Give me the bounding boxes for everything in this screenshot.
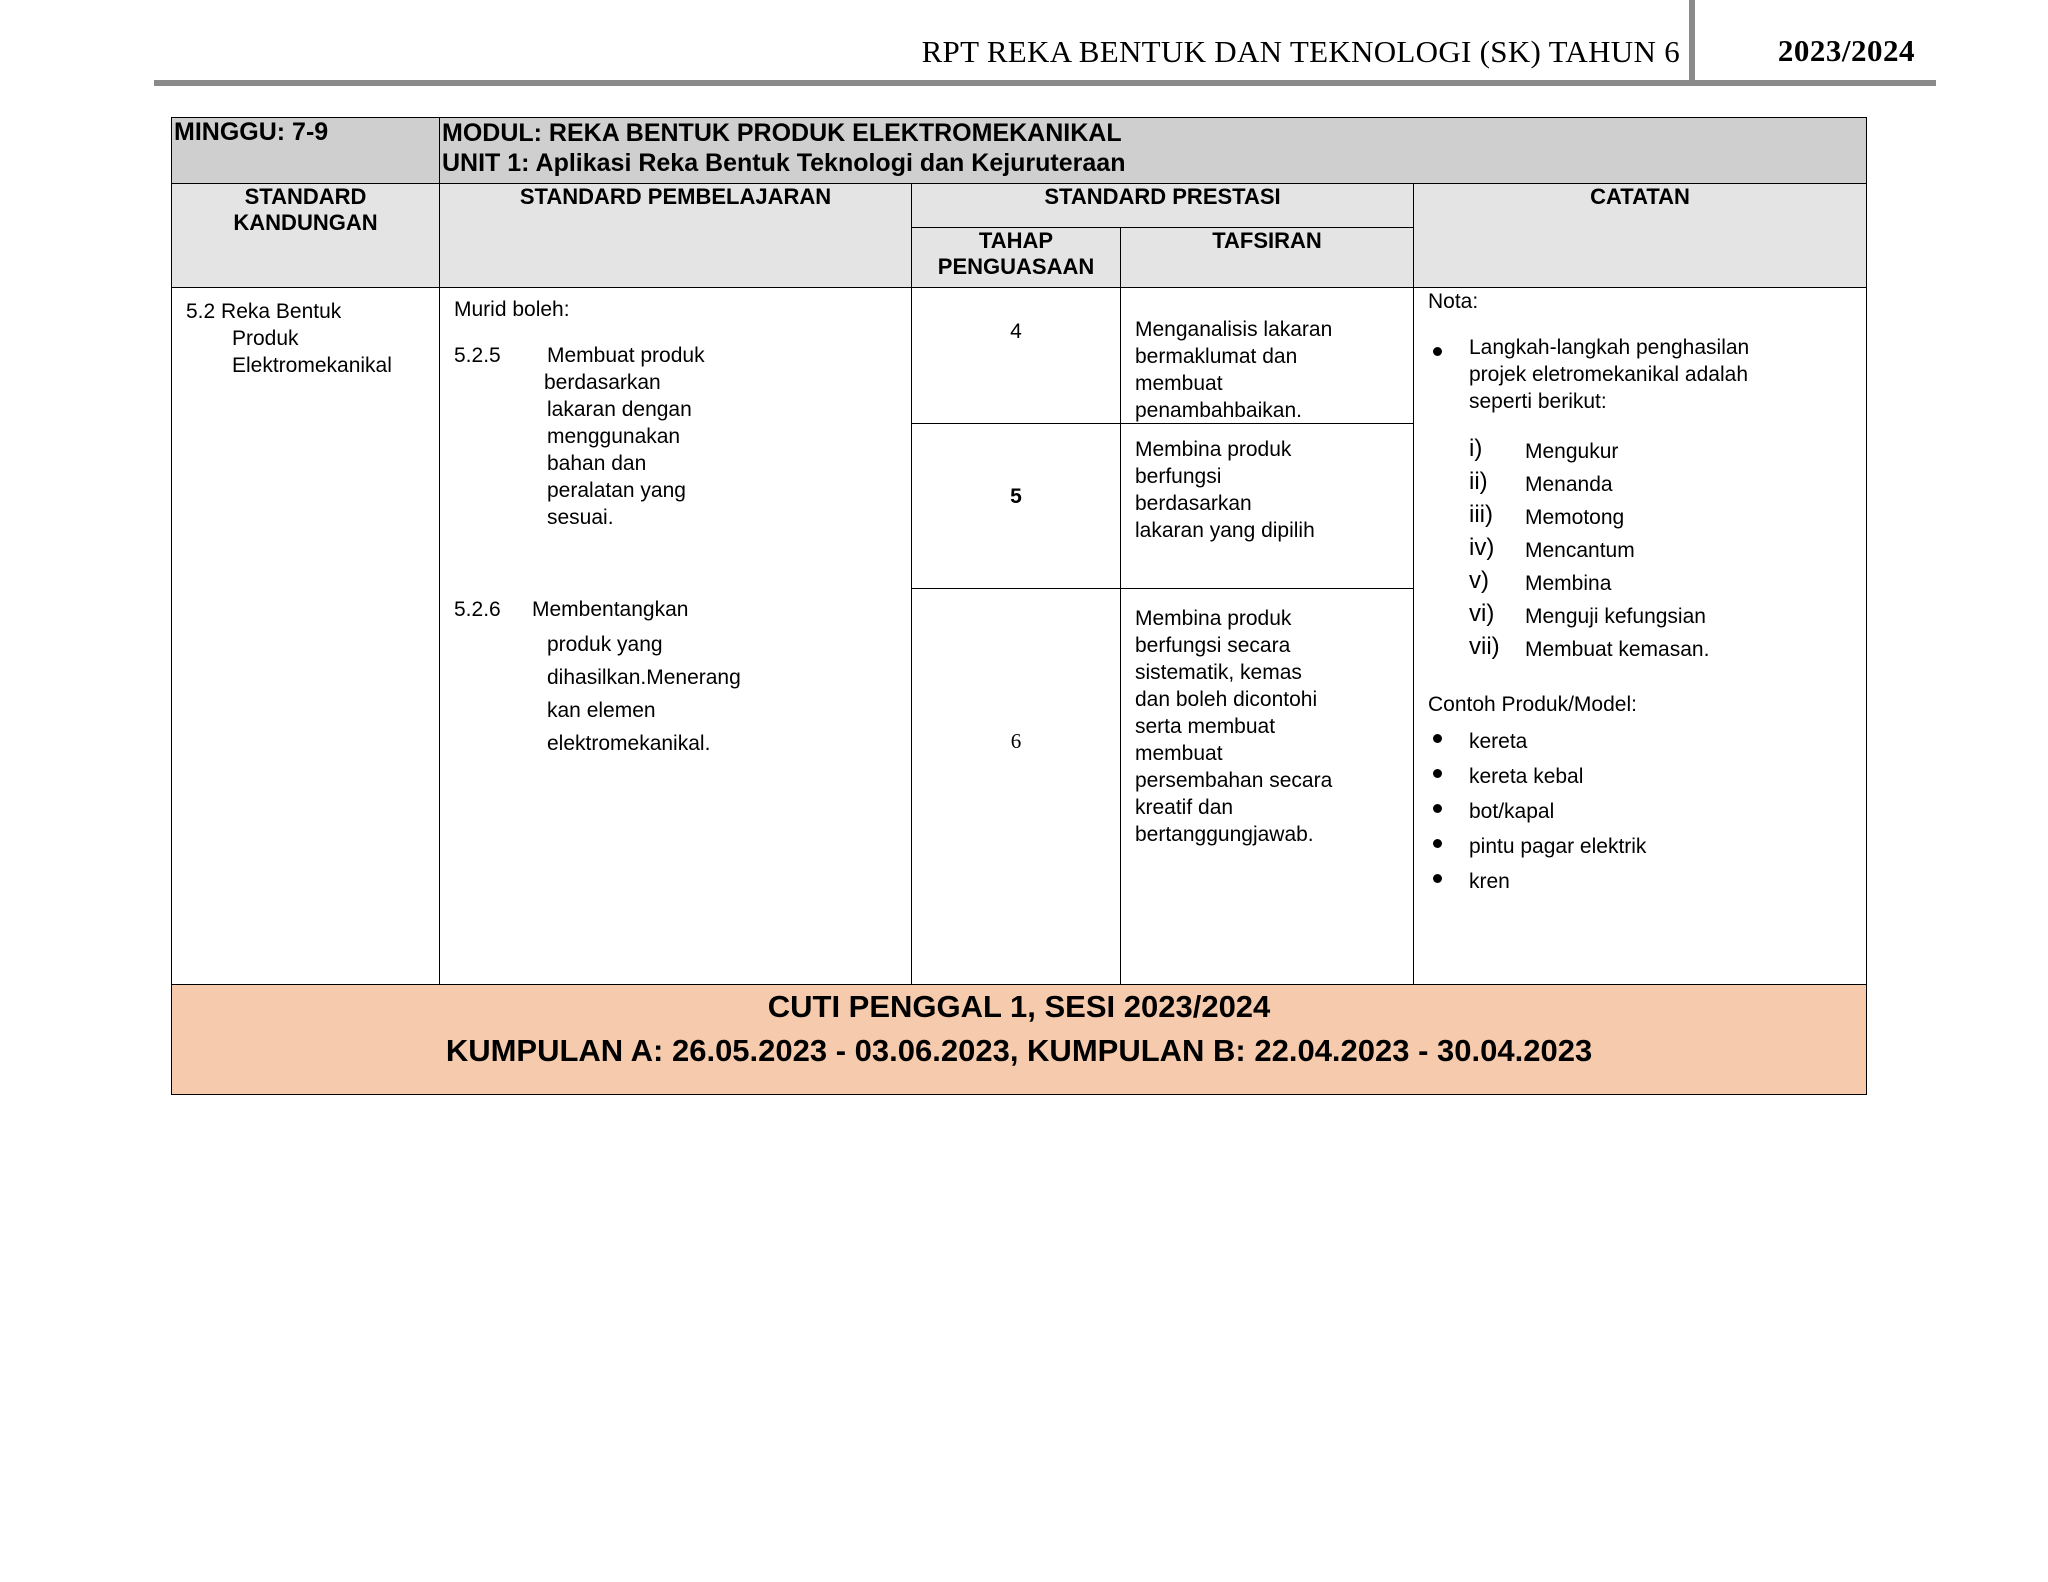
contoh-item: bot/kapal bbox=[1469, 800, 1555, 823]
sp-525-line: Membuat produk bbox=[547, 344, 705, 367]
modul-cell bbox=[440, 118, 1867, 184]
sp-525-line: bahan dan bbox=[547, 452, 647, 475]
unit-title: UNIT 1: Aplikasi Reka Bentuk Teknologi dan Kejuruteraan bbox=[442, 149, 1126, 177]
header-row-1 bbox=[172, 184, 1867, 228]
sp-526-line: kan elemen bbox=[547, 699, 656, 722]
sp-526-text bbox=[547, 628, 741, 760]
tafsiran-line: Membina produk bbox=[1135, 607, 1292, 630]
step-roman: i) bbox=[1469, 435, 1483, 462]
sp-525-text bbox=[544, 342, 705, 531]
step-text: Memotong bbox=[1525, 506, 1625, 529]
tafsiran-level-6 bbox=[1135, 605, 1332, 848]
header-divider-vertical bbox=[1689, 0, 1695, 80]
contoh-title: Contoh Produk/Model: bbox=[1428, 693, 1637, 716]
tahap-level-5: 5 bbox=[1010, 485, 1022, 508]
step-text: Menguji kefungsian bbox=[1525, 605, 1706, 628]
sp-526-number: 5.2.6 bbox=[454, 598, 501, 621]
step-roman: ii) bbox=[1469, 468, 1488, 495]
steps-roman-list bbox=[1469, 432, 1500, 663]
step-roman: vii) bbox=[1469, 633, 1500, 660]
cuti-penggal-row bbox=[172, 985, 1867, 1095]
standard-pembelajaran-cell bbox=[440, 288, 912, 985]
step-text: Membuat kemasan. bbox=[1525, 638, 1710, 661]
header-tahap-line1: TAHAP bbox=[978, 228, 1054, 253]
contoh-list bbox=[1469, 724, 1646, 899]
header-catatan: CATATAN bbox=[1414, 184, 1867, 288]
header-tahap-line2: PENGUASAAN bbox=[937, 254, 1095, 279]
sp-526-line: elektromekanikal. bbox=[547, 732, 711, 755]
content-row bbox=[172, 288, 1867, 985]
header-sk-line1: STANDARD bbox=[244, 184, 367, 209]
tahap-penguasaan-cell bbox=[912, 288, 1121, 985]
sp-526-line: dihasilkan.Menerang bbox=[547, 666, 741, 689]
bullet-icon bbox=[1433, 839, 1442, 848]
header-standard-prestasi: STANDARD PRESTASI bbox=[912, 184, 1414, 228]
tafsiran-line: persembahan secara bbox=[1135, 769, 1333, 792]
sp-525-line: lakaran dengan bbox=[547, 398, 692, 421]
sp-525-number: 5.2.5 bbox=[454, 344, 501, 367]
tafsiran-line: Menganalisis lakaran bbox=[1135, 318, 1333, 341]
header-divider-horizontal bbox=[154, 80, 1936, 86]
tafsiran-line: dan boleh dicontohi bbox=[1135, 688, 1318, 711]
rpt-table bbox=[171, 117, 1867, 1095]
bullet-icon bbox=[1433, 347, 1442, 356]
tafsiran-line: serta membuat bbox=[1135, 715, 1276, 738]
header-tahap-penguasaan bbox=[912, 228, 1121, 288]
tahap-level-4: 4 bbox=[1010, 320, 1022, 343]
bullet-icon bbox=[1433, 804, 1442, 813]
modul-title: MODUL: REKA BENTUK PRODUK ELEKTROMEKANIKAL bbox=[442, 119, 1122, 147]
sp-525-line: sesuai. bbox=[547, 506, 614, 529]
cuti-line1: CUTI PENGGAL 1, SESI 2023/2024 bbox=[767, 989, 1271, 1024]
sk-line3: Elektromekanikal bbox=[232, 354, 392, 377]
step-roman: vi) bbox=[1469, 600, 1495, 627]
contoh-item: kereta kebal bbox=[1469, 765, 1584, 788]
tahap-segment-4 bbox=[912, 288, 1120, 424]
contoh-item: pintu pagar elektrik bbox=[1469, 835, 1647, 858]
tafsiran-line: membuat bbox=[1135, 742, 1223, 765]
sk-line2: Produk bbox=[232, 327, 299, 350]
sp-525-line: peralatan yang bbox=[547, 479, 686, 502]
tafsiran-line: bertanggungjawab. bbox=[1135, 823, 1314, 846]
contoh-item: kereta bbox=[1469, 730, 1528, 753]
sp-525-line: menggunakan bbox=[547, 425, 681, 448]
tafsiran-line: penambahbaikan. bbox=[1135, 399, 1302, 422]
step-roman: v) bbox=[1469, 567, 1489, 594]
step-text: Mengukur bbox=[1525, 440, 1619, 463]
minggu-cell: MINGGU: 7-9 bbox=[172, 118, 440, 184]
tafsiran-line: Membina produk bbox=[1135, 438, 1292, 461]
step-roman: iii) bbox=[1469, 501, 1493, 528]
bullet-icon bbox=[1433, 769, 1442, 778]
langkah-line: Langkah-langkah penghasilan bbox=[1469, 336, 1750, 359]
tafsiran-level-5 bbox=[1135, 436, 1315, 544]
contoh-item: kren bbox=[1469, 870, 1510, 893]
langkah-line: seperti berikut: bbox=[1469, 390, 1607, 413]
header-standard-kandungan bbox=[172, 184, 440, 288]
cuti-line2: KUMPULAN A: 26.05.2023 - 03.06.2023, KUMPULAN B: 22.04.2023 - 30.04.2023 bbox=[445, 1033, 1593, 1068]
document-header-title: RPT REKA BENTUK DAN TEKNOLOGI (SK) TAHUN 6 bbox=[921, 34, 1680, 69]
bullet-icon bbox=[1433, 734, 1442, 743]
document-header-year: 2023/2024 bbox=[1777, 33, 1915, 68]
step-roman: iv) bbox=[1469, 534, 1495, 561]
header-standard-pembelajaran: STANDARD PEMBELAJARAN bbox=[440, 184, 912, 288]
catatan-nota: Nota: bbox=[1428, 290, 1479, 313]
tafsiran-line: lakaran yang dipilih bbox=[1135, 519, 1315, 542]
tafsiran-line: sistematik, kemas bbox=[1135, 661, 1302, 684]
tafsiran-line: membuat bbox=[1135, 372, 1223, 395]
tafsiran-cell bbox=[1121, 288, 1414, 985]
tafsiran-line: berfungsi bbox=[1135, 465, 1222, 488]
sp-526-first: Membentangkan bbox=[532, 598, 689, 621]
header-sk-line2: KANDUNGAN bbox=[233, 210, 378, 235]
module-row bbox=[172, 118, 1867, 184]
sp-526-line: produk yang bbox=[547, 633, 663, 656]
sp-525-line: berdasarkan bbox=[544, 371, 661, 394]
header-tafsiran: TAFSIRAN bbox=[1121, 228, 1414, 288]
tafsiran-line: bermaklumat dan bbox=[1135, 345, 1298, 368]
catatan-cell bbox=[1414, 288, 1867, 985]
sk-line1: 5.2 Reka Bentuk bbox=[186, 300, 342, 323]
tafsiran-level-4 bbox=[1135, 316, 1332, 424]
step-text: Membina bbox=[1525, 572, 1612, 595]
cuti-penggal-banner bbox=[172, 985, 1867, 1095]
tahap-level-6: 6 bbox=[1010, 729, 1022, 753]
tafsiran-line: kreatif dan bbox=[1135, 796, 1234, 819]
tafsiran-line: berdasarkan bbox=[1135, 492, 1252, 515]
standard-kandungan-cell bbox=[172, 288, 440, 985]
step-text: Mencantum bbox=[1525, 539, 1635, 562]
langkah-line: projek eletromekanikal adalah bbox=[1469, 363, 1748, 386]
sp-intro: Murid boleh: bbox=[454, 298, 570, 321]
bullet-icon bbox=[1433, 874, 1442, 883]
steps-text-list bbox=[1525, 435, 1709, 666]
step-text: Menanda bbox=[1525, 473, 1613, 496]
tafsiran-line: berfungsi secara bbox=[1135, 634, 1291, 657]
catatan-langkah bbox=[1469, 334, 1749, 415]
